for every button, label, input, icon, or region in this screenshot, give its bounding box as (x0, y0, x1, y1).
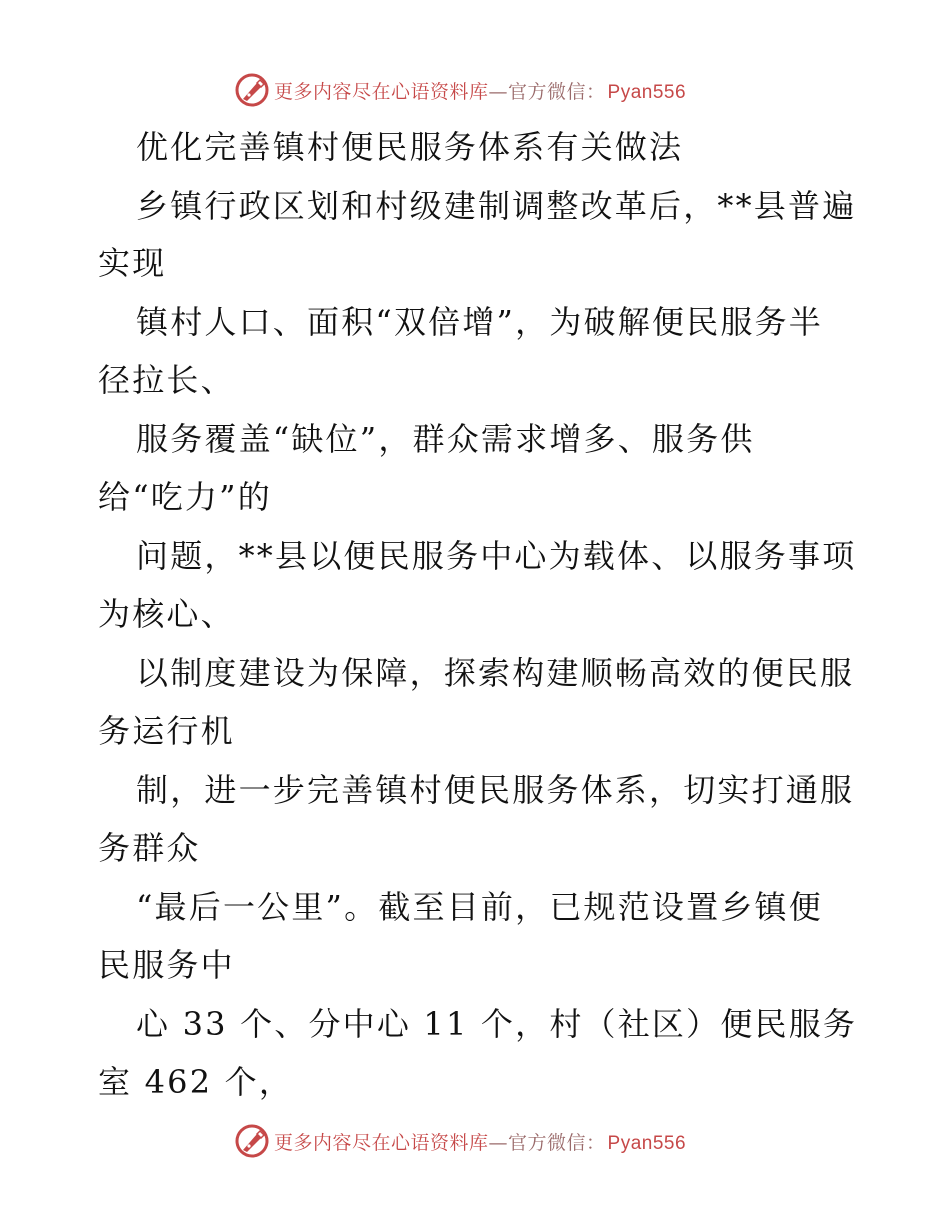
text-line: 给“吃力”的 (98, 478, 272, 516)
text-line: 为核心、 (98, 595, 235, 633)
text-line: 径拉长、 (98, 361, 235, 399)
text-line: 务运行机 (98, 712, 235, 750)
pen-logo-icon (234, 72, 270, 108)
document-title: 优化完善镇村便民服务体系有关做法 (136, 128, 684, 166)
text-line: 民服务中 (98, 946, 235, 984)
text-line: 问题，**县以便民服务中心为载体、以服务事项 (136, 537, 857, 575)
watermark-text: 更多内容尽在心语资料库—官方微信： Pyan556 (274, 80, 687, 103)
text-line: 镇村人口、面积“双倍增”，为破解便民服务半 (136, 303, 823, 341)
watermark-text: 更多内容尽在心语资料库—官方微信： Pyan556 (274, 1131, 687, 1154)
text-line: 务群众 (98, 829, 201, 867)
text-line: 以制度建设为保障，探索构建顺畅高效的便民服 (136, 654, 855, 692)
text-line: 实现 (98, 244, 167, 282)
text-line: 服务覆盖“缺位”，群众需求增多、服务供 (136, 420, 755, 458)
text-line: “最后一公里”。截至目前，已规范设置乡镇便 (136, 888, 823, 926)
text-line: 制，进一步完善镇村便民服务体系，切实打通服 (136, 771, 855, 809)
text-line: 室 462 个， (98, 1063, 294, 1101)
footer-watermark (0, 1121, 950, 1161)
text-line: 心 33 个、分中心 11 个，村（社区）便民服务 (136, 1005, 858, 1043)
pen-logo-icon (234, 1123, 270, 1159)
text-line: 乡镇行政区划和村级建制调整改革后，**县普遍 (136, 187, 857, 225)
header-watermark (0, 70, 950, 110)
